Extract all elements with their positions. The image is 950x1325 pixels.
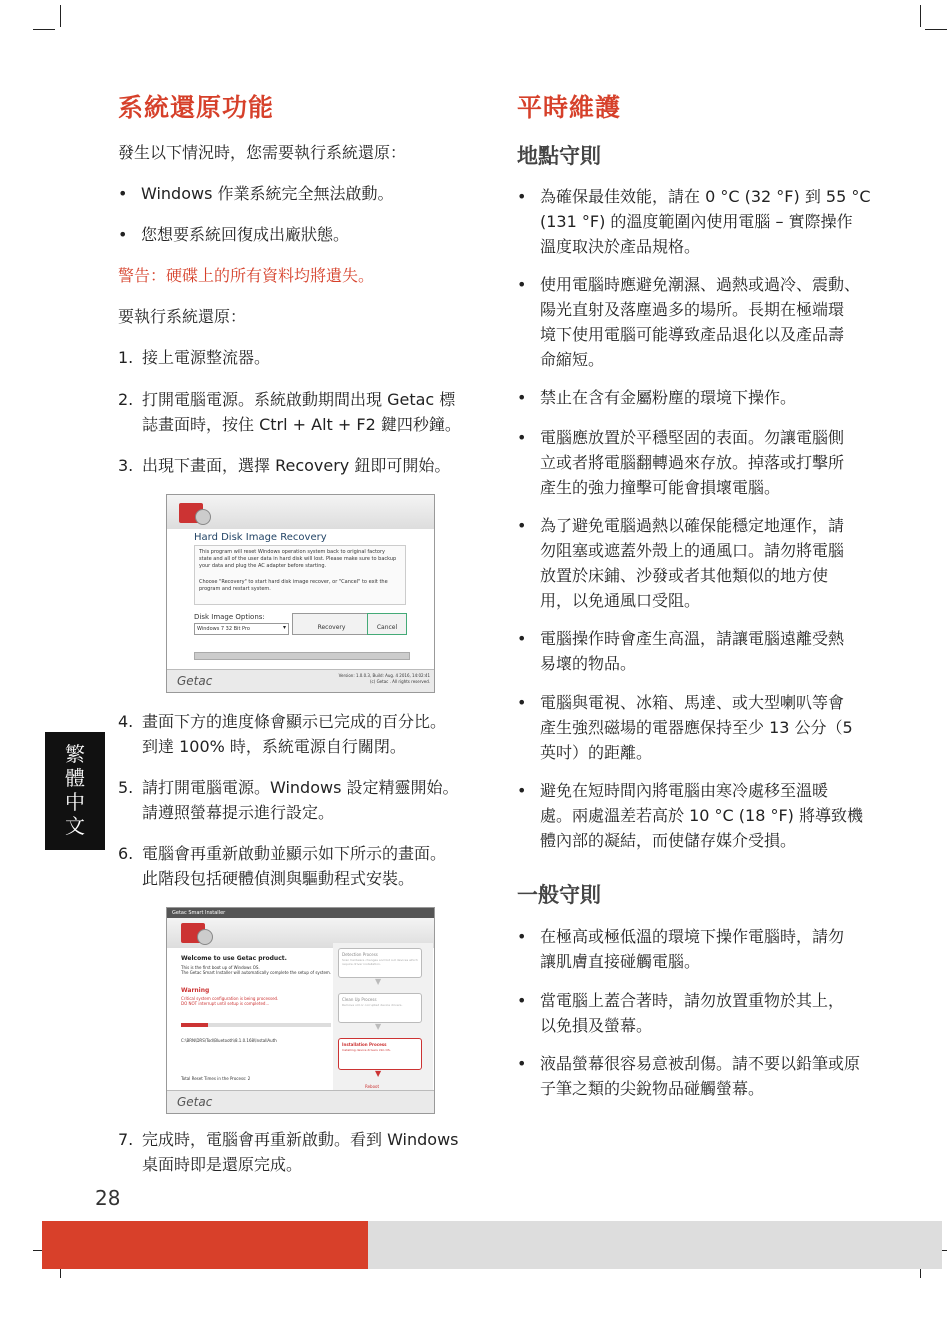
subsection-location: 地點守則 <box>517 144 601 168</box>
getac-logo: Getac <box>177 1095 213 1109</box>
language-tab: 繁 體 中 文 <box>45 732 105 850</box>
step-2: 2. 打開電腦電源。系統啟動期間出現 Getac 標 誌畫面時，按住 Ctrl + Alt + F2 鍵四秒鐘。 <box>118 390 461 434</box>
cleanup-step: Clean Up Process Remove old or corrupted device drivers. <box>338 993 422 1023</box>
reboot-label: Reboot <box>365 1084 380 1089</box>
recovery-screenshot <box>166 494 435 693</box>
chevron-down-icon: ▾ <box>282 624 286 631</box>
step-3: 3. 出現下畫面，選擇 Recovery 鈕即可開始。 <box>118 456 451 475</box>
installer-titlebar: Getac Smart Installer <box>167 908 434 918</box>
screenshot-header <box>167 495 434 529</box>
subsection-general: 一般守則 <box>517 883 601 907</box>
install-progress <box>181 1023 331 1027</box>
list-item: • 電腦應放置於平穩堅固的表面。勿讓電腦側 立或者將電腦翻轉過來存放。掉落或打擊所 產生的強力撞擊可能會損壞電腦。 <box>517 425 887 500</box>
list-item: • 電腦與電視、冰箱、馬達、或大型喇叭等會 產生強烈磁場的電器應保持至少 13 公分（5 英吋）的距離。 <box>517 690 887 765</box>
step-1: 1. 接上電源整流器。 <box>118 348 271 367</box>
welcome-title: Welcome to use Getac product. <box>181 955 287 962</box>
options-label: Disk Image Options: <box>194 613 265 621</box>
bullet-icon: • <box>517 1054 527 1073</box>
install-path: C:\BRN\DRS\Tod\Bluetooth\8.1.0.168\InstallAuth <box>181 1038 277 1043</box>
list-item: • 禁止在含有金屬粉塵的環境下操作。 <box>517 385 887 410</box>
installation-step: Installation Process Installing device drivers into OS. <box>338 1038 422 1070</box>
bullet-icon: • <box>118 225 128 244</box>
crop-mark <box>925 29 947 30</box>
footer-bar <box>368 1221 942 1269</box>
bullet-icon: • <box>517 187 527 206</box>
list-item: • 為了避免電腦過熱以確保能穩定地運作，請 勿阻塞或遮蓋外殼上的通風口。請勿將電腦 放置於床鋪、沙發或者其他類似的地方使 用，以免通風口受阻。 <box>517 513 887 613</box>
step-4: 4. 畫面下方的進度條會顯示已完成的百分比。 到達 100% 時，系統電源自行關閉。 <box>118 712 447 756</box>
section-title-restore: 系統還原功能 <box>118 93 275 122</box>
list-item: • 電腦操作時會產生高溫，請讓電腦遠離受熱 易壞的物品。 <box>517 626 887 676</box>
procedure-intro: 要執行系統還原： <box>118 307 247 326</box>
bullet-icon: • <box>517 388 527 407</box>
section-title-maintenance: 平時維護 <box>517 93 622 122</box>
arrow-down-icon: ▼ <box>375 1022 382 1031</box>
screenshot-title: Hard Disk Image Recovery <box>194 532 327 543</box>
intro-text: 發生以下情況時，您需要執行系統還原： <box>118 143 407 162</box>
screenshot-footer <box>167 669 434 693</box>
bullet-icon: • <box>517 781 527 800</box>
version-text: Version: 1.0.0.3, Build: Aug. 4 2016, 14:02:41 <box>338 673 430 678</box>
bullet-icon: • <box>517 629 527 648</box>
bullet-icon: • <box>517 693 527 712</box>
list-item: • 使用電腦時應避免潮濕、過熱或過冷、震動、 陽光直射及落塵過多的場所。長期在極端環 境下使用電腦可能導致產品退化以及產品壽 命縮短。 <box>517 272 887 372</box>
getac-logo: Getac <box>177 674 213 688</box>
cancel-button[interactable]: Cancel <box>367 613 407 635</box>
page-number: 28 <box>95 1186 121 1210</box>
list-item: • 您想要系統回復成出廠狀態。 <box>118 222 488 247</box>
recovery-button[interactable]: Recovery <box>292 613 371 635</box>
detection-step: Detection Process Scan hardware changes and list out devices which require driver installation. <box>338 948 422 978</box>
list-item: • 避免在短時間內將電腦由寒冷處移至溫暖 處。兩處溫差若高於 10 °C (18 °F) 將導致機 體內部的凝結，而使儲存媒介受損。 <box>517 778 887 853</box>
disc-icon <box>197 929 213 945</box>
step-6: 6. 電腦會再重新啟動並顯示如下所示的畫面。 此階段包括硬體偵測與驅動程式安裝。 <box>118 844 447 888</box>
info-panel: This program will reset Windows operation system back to original factory state and all of the user data in hard disk will lost. Please make sure to backup your data and plug the AC adapter before starting. Choose "Recovery" to start hard disk image recover, or "Cancel" to exit the program and restart system. <box>194 545 406 605</box>
bullet-icon: • <box>118 184 128 203</box>
copyright-text: (c) Getac . All rights reserved. <box>369 679 430 684</box>
crop-mark <box>60 5 61 27</box>
bullet-icon: • <box>517 516 527 535</box>
installer-screenshot: Getac Smart Installer Welcome to use Getac product. This is the first boot up of Windows OS. The Getac Smart Installer will automatically complete the setup of system. Warning Critical system configuration is being processed. DO NOT interrupt until setup is completed... C:\BRN\DRS\Tod\Bluetooth\8.1.0.168\InstallAuth Total Reset Times in the Process: 2 Detection Process Scan hardware changes and list out devices which require driver installation. ▼ Clean Up Process Remove old or corrupted device drivers. ▼ Installation Process Installing device drivers into OS. ▼ Reboot Getac <box>166 907 435 1114</box>
list-item: • Windows 作業系統完全無法啟動。 <box>118 181 488 206</box>
step-5: 5. 請打開電腦電源。Windows 設定精靈開始。 請遵照螢幕提示進行設定。 <box>118 778 459 822</box>
arrow-down-icon: ▼ <box>375 977 382 986</box>
progress-bar <box>194 652 410 660</box>
crop-mark <box>920 5 921 27</box>
image-select[interactable]: Windows 7 32 Bit Pro ▾ <box>194 623 289 635</box>
list-item: • 為確保最佳效能，請在 0 °C (32 °F) 到 55 °C (131 °F) 的溫度範圍內使用電腦 – 實際操作 溫度取決於產品規格。 <box>517 184 887 259</box>
bullet-icon: • <box>517 428 527 447</box>
installer-footer <box>167 1090 434 1114</box>
crop-mark <box>33 29 55 30</box>
footer-bar-accent <box>42 1221 368 1269</box>
disc-icon <box>195 509 211 525</box>
bullet-icon: • <box>517 275 527 294</box>
reset-count: Total Reset Times in the Process: 2 <box>181 1076 251 1081</box>
arrow-down-icon: ▼ <box>375 1069 382 1078</box>
step-panel <box>333 943 433 1093</box>
install-progress-fill <box>181 1023 208 1027</box>
bullet-icon: • <box>517 927 527 946</box>
bullet-icon: • <box>517 991 527 1010</box>
warning-text: 警告：硬碟上的所有資料均將遺失。 <box>118 266 375 285</box>
list-item: • 在極高或極低溫的環境下操作電腦時，請勿 讓肌膚直接碰觸電腦。 <box>517 924 887 974</box>
list-item: • 液晶螢幕很容易意被刮傷。請不要以鉛筆或原 子筆之類的尖銳物品碰觸螢幕。 <box>517 1051 887 1101</box>
warning-title: Warning <box>181 987 210 994</box>
list-item: • 當電腦上蓋合著時，請勿放置重物於其上， 以免損及螢幕。 <box>517 988 887 1038</box>
step-7: 7. 完成時，電腦會再重新啟動。看到 Windows 桌面時即是還原完成。 <box>118 1130 459 1174</box>
